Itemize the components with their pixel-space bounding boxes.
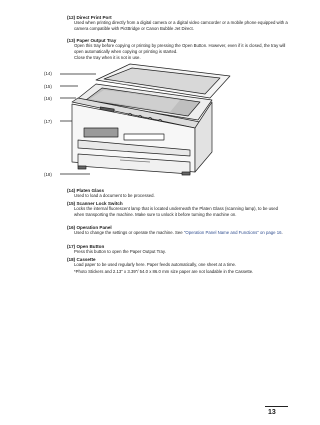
entry-description xyxy=(74,262,289,274)
entry-paragraph: Locks the internal fluorescent lamp that is located underneath the Platen Glass (scanning lamp), to be used when transporting the machine. Make sure to unlock it before turning the machine on. xyxy=(74,206,278,217)
entry-platen-glass xyxy=(67,188,289,199)
paragraph-text: Used to change the settings or operate the machine. See xyxy=(74,230,184,236)
entry-title: (14) Platen Glass xyxy=(67,188,105,193)
entry-title: (15) Scanner Lock Switch xyxy=(67,201,123,206)
entry-title: (13) Paper Output Tray xyxy=(67,38,117,43)
entry-paragraph xyxy=(74,230,289,235)
entry-title: (18) Cassette xyxy=(67,257,96,262)
paragraph-text: . xyxy=(281,230,283,236)
entry-paragraph: Used to load a document to be processed. xyxy=(74,193,155,199)
entry-paragraph: Open this tray before copying or printing by pressing the Open Button. However, even if it is closed, the tray will open automatically when copying or printing is started. xyxy=(74,43,286,54)
entry-direct-print-port xyxy=(67,15,289,31)
entry-paragraph: *Photo Stickers and 2.13" x 3.39"/ 54.0 x 86.0 mm size paper are not loadable in the Cassette. xyxy=(74,269,254,275)
entry-open-button xyxy=(67,244,289,255)
entry-cassette xyxy=(67,257,289,274)
entry-title: (16) Operation Panel xyxy=(67,225,112,230)
entry-paragraph: Load paper to be used regularly here. Paper feeds automatically, one sheet at a time. xyxy=(74,262,237,268)
entry-description xyxy=(74,249,289,254)
card-slot-area xyxy=(84,128,118,137)
entry-paragraph: Used when printing directly from a digital camera or a digital video camcorder or a mobile phone equipped with a camera compatible with PictBridge or Canon Bubble Jet Direct. xyxy=(74,20,288,31)
entry-paper-output-tray xyxy=(67,38,289,61)
footer-rule xyxy=(265,406,288,407)
callout-label-17: (17) xyxy=(44,119,52,124)
entry-description xyxy=(74,230,289,235)
entry-paragraph: Close the tray when it is not in use. xyxy=(74,55,141,61)
entry-title: (17) Open Button xyxy=(67,244,105,249)
cross-reference-link[interactable]: "Operation Panel Name and Functions" on page 16 xyxy=(183,230,282,236)
page-number: 13 xyxy=(268,409,276,416)
entry-operation-panel xyxy=(67,225,289,236)
entry-description xyxy=(74,43,289,60)
printer-illustration xyxy=(60,62,245,184)
entry-description xyxy=(74,20,289,30)
open-button-area xyxy=(124,134,164,140)
callout-label-14: (14) xyxy=(44,71,52,76)
entry-scanner-lock-switch xyxy=(67,201,289,217)
callout-label-16: (16) xyxy=(44,96,52,101)
entry-title: (12) Direct Print Port xyxy=(67,15,112,20)
entry-description xyxy=(74,206,289,216)
callout-label-18: (18) xyxy=(44,172,52,177)
callout-label-15: (15) xyxy=(44,84,52,89)
entry-paragraph: Press this button to open the Paper Output Tray. xyxy=(74,249,166,255)
entry-description xyxy=(74,193,289,198)
